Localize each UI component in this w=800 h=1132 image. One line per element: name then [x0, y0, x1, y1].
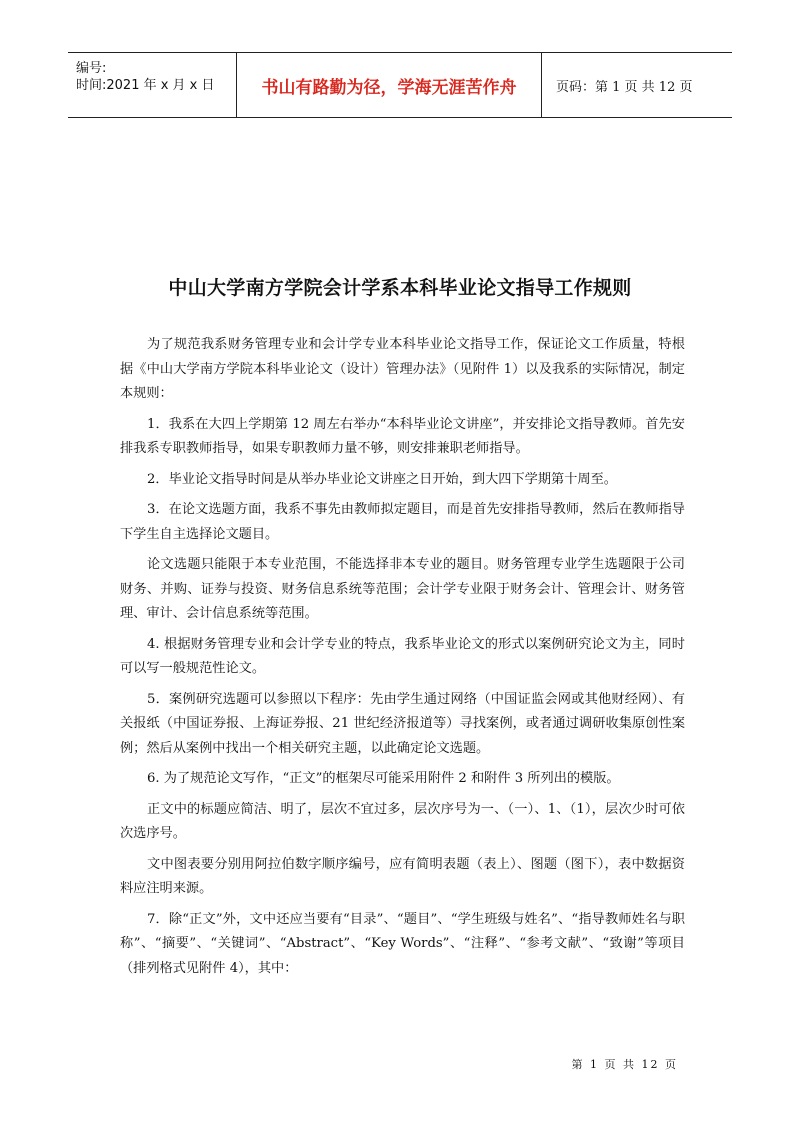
page-header-table [68, 52, 732, 118]
paragraph-rule-2: 2．毕业论文指导时间是从举办毕业论文讲座之日开始，到大四下学期第十周至。 [147, 471, 617, 487]
header-left-cell [68, 53, 236, 117]
time-label: 时间:2021 年 x 月 x 日 [76, 78, 215, 93]
paragraph-topic-scope: 论文选题只能限于本专业范围，不能选择非本专业的题目。财务管理专业学生选题限于公司财务、并购、证券与投资、财务信息系统等范围；会计学专业限于财务会计、管理会计、财务管理、审计、会计信息系统等范围。 [120, 557, 685, 621]
motto-cell [236, 53, 542, 117]
document-title: 中山大学南方学院会计学系本科毕业论文指导工作规则 [168, 277, 632, 299]
paragraph-figures-tables: 文中图表要分别用阿拉伯数字顺序编号，应有简明表题（表上）、图题（图下），表中数据资料应注明来源。 [120, 856, 685, 896]
paragraph-rule-3: 3．在论文选题方面，我系不事先由教师拟定题目，而是首先安排指导教师，然后在教师指导下学生自主选择论文题目。 [120, 502, 685, 542]
motto-text: 书山有路勤为径，学海无涯苦作舟 [261, 77, 517, 98]
page-info-cell [542, 53, 732, 117]
paragraph-intro: 为了规范我系财务管理专业和会计学专业本科毕业论文指导工作，保证论文工作质量，特根据《中山大学南方学院本科毕业论文（设计）管理办法》（见附件 1）以及我系的实际情况，制定本规则： [120, 337, 685, 401]
paragraph-rule-4: 4. 根据财务管理专业和会计学专业的特点，我系毕业论文的形式以案例研究论文为主，同时可以写一般规范性论文。 [120, 636, 685, 676]
paragraph-rule-5: 5．案例研究选题可以参照以下程序：先由学生通过网络（中国证监会网或其他财经网）、有关报纸（中国证券报、上海证券报、21 世纪经济报道等）寻找案例，或者通过调研收集原创性案例；然后从案例中找出一个相关研究主题，以此确定论文选题。 [120, 691, 685, 756]
number-label: 编号: [76, 61, 107, 76]
page-footer: 第 1 页 共 12 页 [571, 1058, 678, 1071]
page-info-text: 页码：第 1 页 共 12 页 [556, 79, 693, 95]
document-body [120, 333, 685, 981]
paragraph-rule-6: 6. 为了规范论文写作，“正文”的框架尽可能采用附件 2 和附件 3 所列出的模版。 [147, 771, 620, 786]
paragraph-heading-levels: 正文中的标题应简洁、明了，层次不宜过多，层次序号为一、（一）、1、（1），层次少时可依次选序号。 [120, 801, 685, 841]
paragraph-rule-1: 1．我系在大四上学期第 12 周左右举办“本科毕业论文讲座”，并安排论文指导教师。首先安排我系专职教师指导，如果专职教师力量不够，则安排兼职老师指导。 [120, 416, 685, 456]
paragraph-rule-7: 7．除“正文”外，文中还应当要有“目录”、“题目”、“学生班级与姓名”、“指导教师姓名与职称”、“摘要”、“关键词”、“Abstract”、“Key Words”、“注释”、“参考文献”、“致谢”等项目（排列格式见附件 4），其中： [120, 911, 685, 976]
